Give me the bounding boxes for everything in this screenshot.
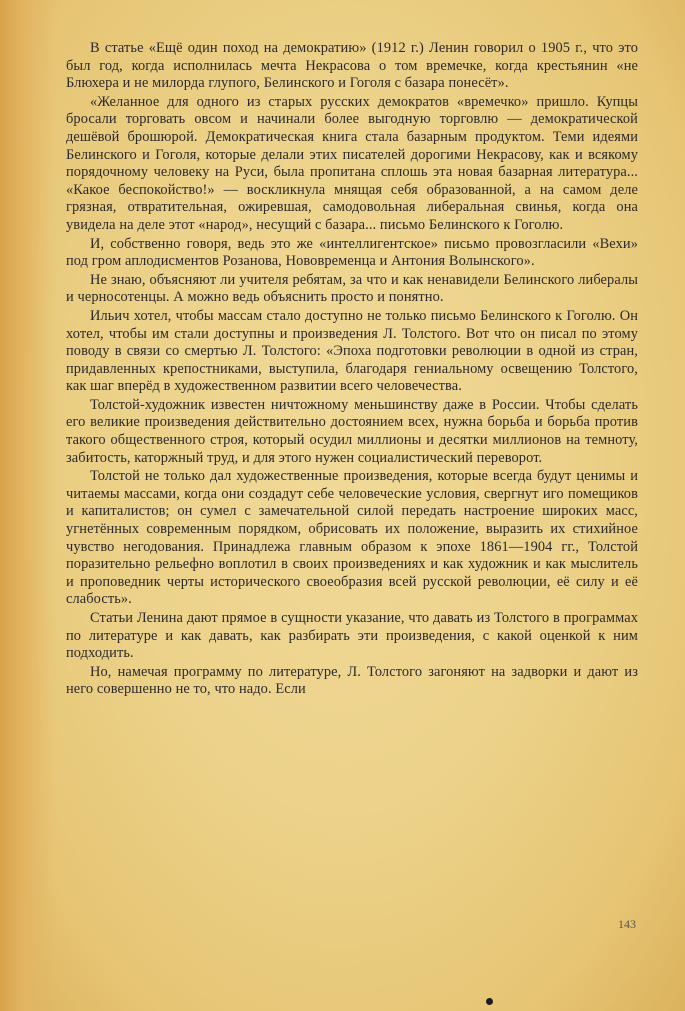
paragraph-8: Статьи Ленина дают прямое в сущности указание, что давать из Толстого в программах по литературе и как давать, как разбирать эти произведения, с какой оценкой к ним подходить. bbox=[66, 610, 638, 662]
paragraph-4: Не знаю, объясняют ли учителя ребятам, за что и как ненавидели Белинского либералы и черносотенцы. А можно ведь объяснить просто и понятно. bbox=[66, 271, 638, 306]
page-edge-shading bbox=[0, 0, 55, 1011]
paragraph-1: В статье «Ещё один поход на демократию» (1912 г.) Ленин говорил о 1905 г., что это был год, когда исполнилась мечта Некрасова о том времечке, когда крестьянин «не Блюхера и не милорда глупого, Белинского и Гоголя с базара понесёт». bbox=[66, 40, 638, 92]
paragraph-2: «Желанное для одного из старых русских демократов «времечко» пришло. Купцы бросали торговать овсом и начинали более выгодную торговлю — демократической дешёвой брошюрой. Демократическая книга стала базарным продуктом. Теми идеями Белинского и Гоголя, которые делали этих писателей дорогими Некрасову, как и всякому порядочному человеку на Руси, была пропитана сплошь эта новая базарная литература... «Какое беспокойство!» — воскликнула мнящая себя образованной, а на самом деле грязная, отвратительная, ожиревшая, самодовольная либеральная свинья, когда она увидела на деле этот «народ», несущий с базара... письмо Белинского к Гоголю. bbox=[66, 93, 638, 233]
paragraph-7: Толстой не только дал художественные произведения, которые всегда будут ценимы и читаемы массами, когда они создадут себе человеческие условия, свергнут иго помещиков и капиталистов; он сумел с замечательной силой передать настроение широких масс, угнетённых современным порядком, обрисовать их положение, выразить их стихийное чувство негодования. Принадлежа главным образом к эпохе 1861—1904 гг., Толстой поразительно рельефно воплотил в своих произведениях и как художник и как мыслитель и проповедник черты исторического своеобразия всей русской революции, её силу и её слабость». bbox=[66, 468, 638, 608]
body-text bbox=[66, 40, 638, 699]
page-number: 143 bbox=[618, 917, 636, 931]
ink-spot bbox=[486, 998, 493, 1005]
paragraph-3: И, собственно говоря, ведь это же «интеллигентское» письмо провозгласили «Вехи» под гром аплодисментов Розанова, Нововременца и Антония Волынского». bbox=[66, 235, 638, 270]
paragraph-5: Ильич хотел, чтобы массам стало доступно не только письмо Белинского к Гоголю. Он хотел, чтобы им стали доступны и произведения Л. Толстого. Вот что он писал по этому поводу в связи со смертью Л. Толстого: «Эпоха подготовки революции в одной из стран, придавленных крепостниками, выступила, благодаря гениальному освещению Толстого, как шаг вперёд в художественном развитии всего человечества. bbox=[66, 307, 638, 395]
paragraph-9: Но, намечая программу по литературе, Л. Толстого загоняют на задворки и дают из него совершенно не то, что надо. Если bbox=[66, 663, 638, 698]
paragraph-6: Толстой-художник известен ничтожному меньшинству даже в России. Чтобы сделать его великие произведения действительно достоянием всех, нужна борьба и борьба против такого общественного строя, который осудил миллионы и десятки миллионов на темноту, забитость, каторжный труд, и для этого нужен социалистический переворот. bbox=[66, 396, 638, 466]
